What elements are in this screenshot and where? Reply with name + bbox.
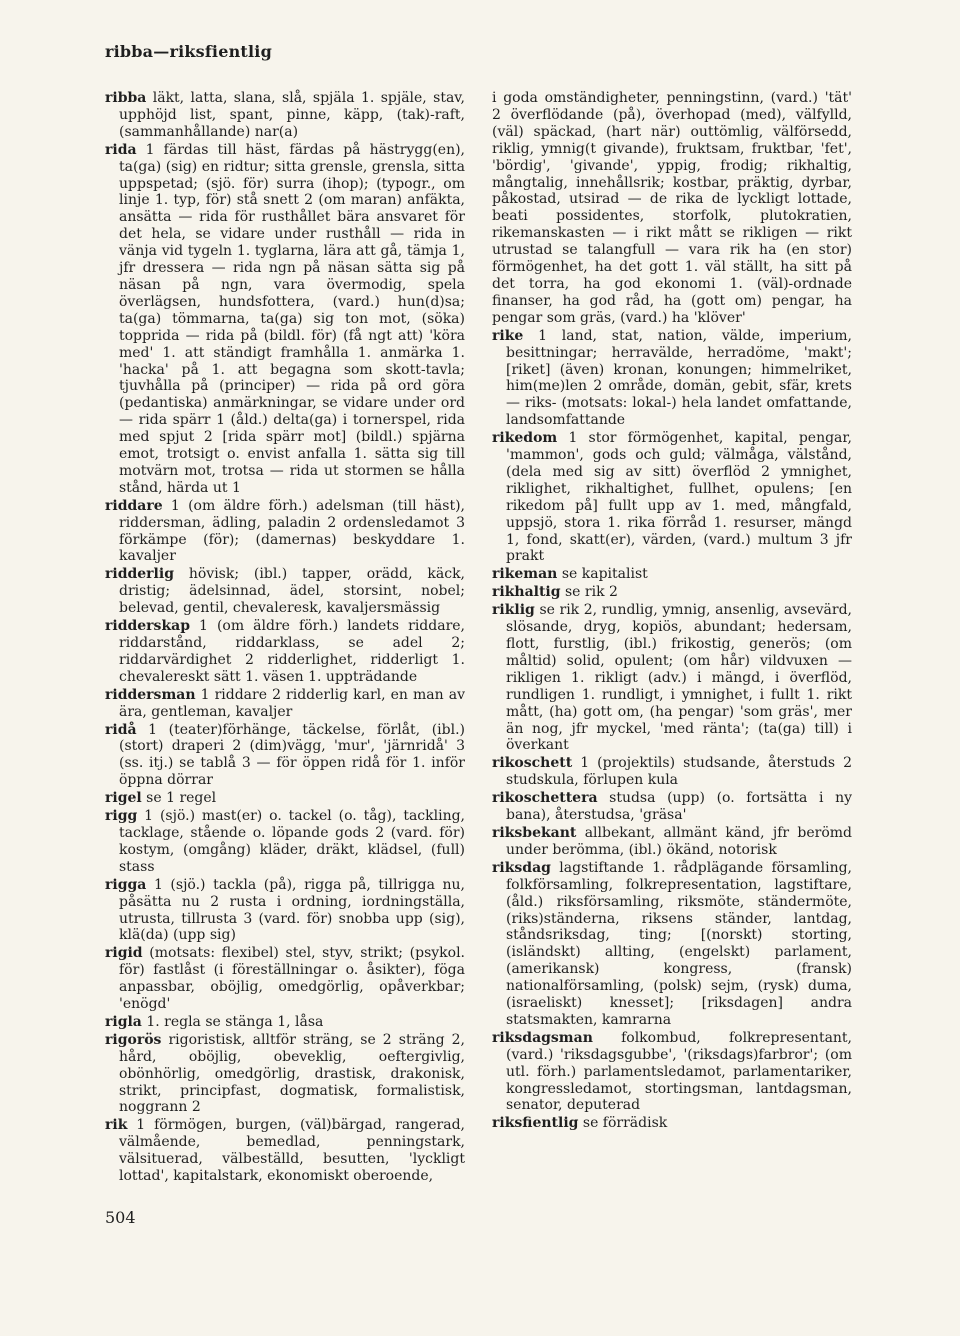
headword: ribba xyxy=(105,90,147,106)
definition: se rik 2 xyxy=(565,584,618,601)
definition: 1 förmögen, burgen, (väl)bärgad, rangerad, välmående, bemedlad, penningstark, välsituerad, välbeställd, besutten, 'lyckligt lottad', kapitalstark, ekonomiskt oberoende, xyxy=(119,1117,465,1185)
definition: 1 (projektils) studsande, återstuds 2 studskula, förlupen kula xyxy=(506,755,852,789)
definition: se rik 2, rundlig, ymnig, ansenlig, avsevärd, slösande, dryg, kopiös, abundant; hedersam, flott, furstlig, (ibl.) frikostig, generös; (om måltid) solid, opulent; (om hår) vildvuxen — rikligen 1. rikligt (adv.) i mängd, i överflöd, rundligen 1. rundligt, i ymnighet, i fullt 1. rikt mått, (ha) gott om, (ha pengar) 'som gräs', mer än nog, jfr myckel, 'med ränta'; (ta(ga) till) i överkant xyxy=(506,602,852,754)
headword: rigla xyxy=(105,1013,142,1030)
entry-riksdag xyxy=(492,860,852,1029)
entry-rida xyxy=(105,142,465,497)
definition: 1 (sjö.) mast(er) o. tackel (o. tåg), tackling, tacklage, stående o. löpande gods 2 (vard. för) kostym, (omgång) kläder, dräkt, klädsel, (full) stass xyxy=(119,808,465,875)
definition: 1 (teater)förhänge, täckelse, förlåt, (ibl.) (stort) draperi 2 (dim)vägg, 'mur', 'järnridå' 3 (ss. itj.) se tablå 3 — för öppen ridå för 1. inför öppna dörrar xyxy=(119,721,465,789)
entry-rigoros xyxy=(105,1032,465,1117)
page-number: 504 xyxy=(105,1208,136,1227)
headword: riddersman xyxy=(105,686,196,703)
definition: 1 (sjö.) tackla (på), rigga på, tillrigga nu, påsätta nu 2 rusta i ordning, iordningställa, utrusta, tillrusta 3 (vard. för) snobba upp (sig), klä(da) (upp sig) xyxy=(119,876,465,944)
definition: allbekant, allmänt känd, jfr berömd under berömma, (ibl.) ökänd, notorisk xyxy=(506,824,853,858)
headword: riddare xyxy=(105,497,163,514)
headword: riksdagsman xyxy=(492,1029,593,1046)
definition: se förrädisk xyxy=(582,1115,668,1132)
right-column xyxy=(492,90,852,1133)
headword: rigel xyxy=(105,790,142,807)
entry-ridderlig xyxy=(105,566,465,617)
headword: riksbekant xyxy=(492,824,577,841)
definition: lagstiftande 1. rådplägande församling, folkförsamling, folkrepresentation, lagstiftare, (åld.) riksförsamling, riksmöte, ständermöte, (riks)ständerna, riksens ständer, lantdag, ståndsriksdag, ting; [(norskt) storting, (isländskt) allting, (engelskt) parlament, (amerikansk) kongress, (fransk) nationalförsamling, (polsk) sejm, (rysk) duma, (israeliskt) knesset]; [riksdagen] andra statsmakten, kamrarna xyxy=(506,859,852,1028)
entry-riddersman xyxy=(105,687,465,721)
entry-riksfientlig xyxy=(492,1115,852,1132)
headword: riksfientlig xyxy=(492,1115,579,1132)
headword: riklig xyxy=(492,602,535,619)
entry-rikedom xyxy=(492,430,852,565)
definition: se kapitalist xyxy=(561,566,648,583)
headword: riksdag xyxy=(492,859,551,876)
running-head: ribba—riksfientlig xyxy=(105,42,272,61)
headword: rikoschettera xyxy=(492,790,598,807)
entry-rikoschettera xyxy=(492,790,852,824)
entry-rikeman xyxy=(492,566,852,583)
entry-rigid xyxy=(105,945,465,1013)
entry-riksbekant xyxy=(492,825,852,859)
entry-rigla xyxy=(105,1014,465,1031)
headword: rigg xyxy=(105,808,138,825)
definition: (motsats: flexibel) stel, styv, strikt; (psykol. för) fastlåst (i föreställningar o. åsikter), föga anpassbar, oböjlig, omedgörlig, opåverkbar; 'enögd' xyxy=(119,945,466,1013)
definition: 1. regla se stänga 1, låsa xyxy=(146,1013,324,1030)
headword: rikedom xyxy=(492,430,558,447)
definition: 1 riddare 2 ridderlig karl, en man av ära, gentleman, kavaljer xyxy=(119,686,465,720)
headword: ridderlig xyxy=(105,566,174,583)
entry-rigel xyxy=(105,790,465,807)
definition: 1 (om äldre förh.) adelsman (till häst), riddersman, ädling, paladin 2 ordensledamot 3 förkämpe (för); (damernas) beskyddare 1. kavaljer xyxy=(119,497,465,565)
entry-rida-curtain xyxy=(105,722,465,790)
headword: rikhaltig xyxy=(492,584,561,601)
entry-riddare xyxy=(105,498,465,566)
left-column xyxy=(105,90,465,1186)
definition: studsa (upp) (o. fortsätta i ny bana), återstudsa, 'gräsa' xyxy=(506,790,852,824)
headword: rigorös xyxy=(105,1031,162,1048)
entry-rikoschett xyxy=(492,755,852,789)
definition: 1 land, stat, nation, välde, imperium, besittningar; herravälde, herradöme, 'makt'; [riket] (även) kronan, konungen; himmelriket, him(me)len 2 område, domän, gebit, sfär, krets — riks- (motsats: lokal-) hela landet omfattande, landsomfattande xyxy=(506,327,852,429)
headword: rida xyxy=(105,141,137,158)
definition: 1 färdas till häst, färdas på hästrygg(en), ta(ga) (sig) en ridtur; sitta grensle, grensla, sitta uppspetad; (sjö. för) surra (ihop); (typogr., om linje 1. typ, för) stå snett 2 (om maran) anfäkta, ansätta — rida för rusthållet bära ansvaret för det hela, se vidare under rusthåll — rida in vänja vid tygeln 1. tyglarna, lära att gå, tämja 1, jfr dressera — rida ngn på näsan sätta sig på näsan på ngn, vara övermodig, spela överlägsen, hundsfottera, (vard.) hun(d)sa; ta(ga) tömmarna, ta(ga) sig ton mot, (söka) topprida — rida på (bildl. för) (få ngt att) 'köra med' 1. att ständigt framhålla 1. anmärka 1. 'hacka' på 1. att begagna som skott-tavla; tjuvhålla på (principer) — rida på ord göra (pedantiska) anmärkningar, se vidare under ord — rida spärr 1 (åld.) delta(ga) i tornerspel, rida med spjut 2 [rida spärr mot] (bildl.) spjärna emot, trotsigt o. envist anfalla 1. sätta sig till motvärn mot, trotsa — rida ut stormen se hålla stånd, härda ut 1 xyxy=(119,141,465,496)
entry-ridderskap xyxy=(105,618,465,686)
entry-rike xyxy=(492,328,852,429)
definition: läkt, latta, slana, slå, spjäla 1. spjäle, stav, upphöjd list, spant, pinne, käpp, (tak)-raft, (sammanhållande) nar(a) xyxy=(119,90,466,140)
definition: i goda omständigheter, penningstinn, (vard.) 'tät' 2 överflödande (på), överhopad (med), välfylld, (väl) späckad, (hart när) outtömlig, välförsedd, riklig, ymnig(t givande), fruktsam, fruktbar, 'fet', 'bördig', 'givande', yppig, frodig; rikhaltig, mångtalig, innehållsrik; kostbar, präktig, dyrbar, påkostad, utsirad — de rika de lyckligt lottade, beati possidentes, storfolk, plutokratien, rikemanskasten — i rikt mått se rikligen — rikt utrustad se talangfull — vara rik ha (en stor) förmögenhet, ha det gott 1. väl ställt, ha sitt på det torra, ha god ekonomi 1. (väl)-ordnade finanser, ha god råd, ha (gott om) pengar, ha pengar som gräs, (vard.) ha 'klöver' xyxy=(492,90,852,326)
entry-rigg xyxy=(105,808,465,876)
definition: rigoristisk, alltför sträng, se 2 sträng 2, hård, oböjlig, obeveklig, oeftergivlig, obönhörlig, omedgörlig, drastisk, drakonisk, strikt, principfast, dogmatisk, formalistisk, noggrann 2 xyxy=(119,1031,465,1116)
entry-ribba xyxy=(105,90,465,141)
entry-rik-continued xyxy=(492,90,852,327)
definition: se 1 regel xyxy=(146,790,217,807)
entry-riksdagsman xyxy=(492,1030,852,1115)
entry-rikhaltig xyxy=(492,584,852,601)
headword: rigid xyxy=(105,945,143,962)
entry-riklig xyxy=(492,602,852,754)
headword: rikoschett xyxy=(492,755,573,772)
definition: hövisk; (ibl.) tapper, orädd, käck, dristig; ädelsinnad, ädel, storsint, nobel; belevad, gentil, chevaleresk, kavaljersmässig xyxy=(119,566,465,617)
entry-rigga xyxy=(105,877,465,945)
headword: ridderskap xyxy=(105,618,190,635)
definition: 1 stor förmögenhet, kapital, pengar, 'mammon', gods och guld; välmåga, välstånd, (dela med sig av sitt) överflöd 2 ymnighet, riklighet, rikhaltighet, fullhet, opulens; [en rikedom på] fullt upp av 1. med, mångfald, uppsjö, stora 1. rika förråd 1. resurser, mängd 1, fond, skatt(er), värden, (vard.) multum 3 jfr prakt xyxy=(506,430,852,565)
entry-rik xyxy=(105,1117,465,1185)
headword: rigga xyxy=(105,876,147,893)
headword: ridå xyxy=(105,721,137,738)
definition: 1 (om äldre förh.) landets riddare, riddarstånd, riddarklass, se adel 2; riddarvärdighet 2 ridderlighet, ridderligt 1. chevalereskt sätt 1. väsen 1. uppträdande xyxy=(119,618,465,685)
headword: rike xyxy=(492,327,524,344)
definition: folkombud, folkrepresentant, (vard.) 'riksdagsgubbe', '(riksdags)farbror'; (om utl. förh.) parlamentsledamot, parlamentariker, kongressledamot, stortingsman, lantdagsman, senator, deputerad xyxy=(506,1029,853,1114)
headword: rik xyxy=(105,1117,128,1134)
headword: rikeman xyxy=(492,566,558,583)
